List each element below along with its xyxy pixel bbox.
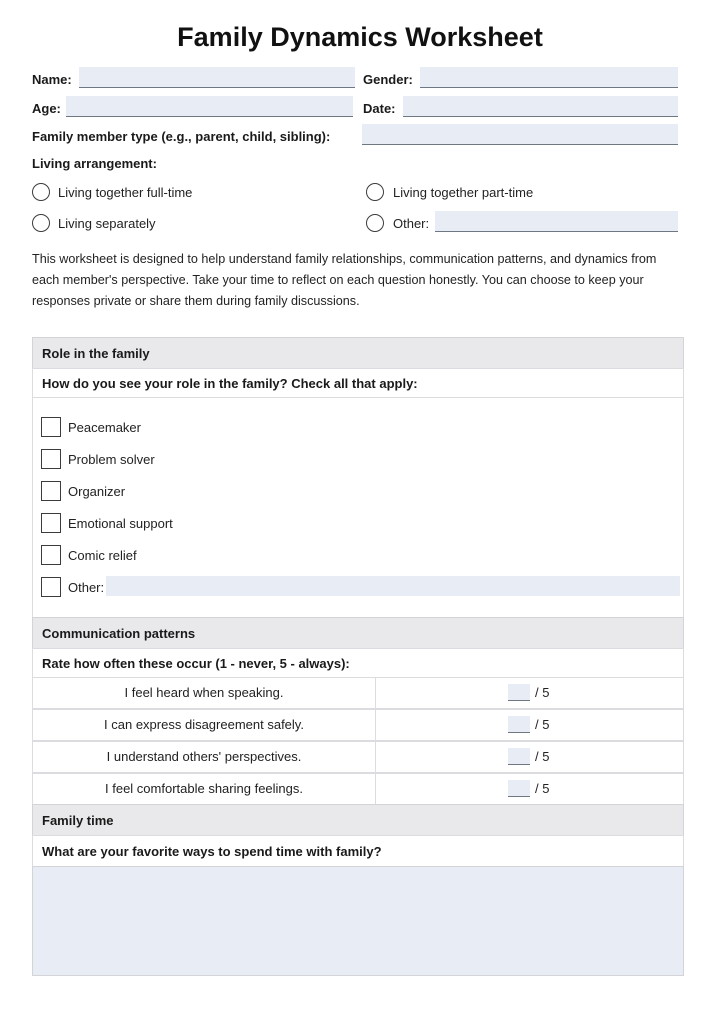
rating-input[interactable]	[508, 748, 530, 765]
gender-field[interactable]	[420, 67, 678, 88]
living-other-field[interactable]	[435, 211, 678, 232]
radio-separately[interactable]	[32, 214, 50, 232]
checkbox-organizer[interactable]	[41, 481, 61, 501]
rating-statement: I can express disagreement safely.	[33, 710, 376, 740]
checkbox-emotional-support[interactable]	[41, 513, 61, 533]
role-section-heading: Role in the family	[32, 337, 684, 369]
rating-scale: / 5	[535, 685, 550, 700]
checkbox-problem-solver-label: Problem solver	[68, 452, 155, 467]
radio-other-label: Other:	[393, 216, 430, 231]
rating-scale: / 5	[535, 749, 550, 764]
rating-input[interactable]	[508, 780, 530, 797]
radio-part-time-label: Living together part-time	[393, 185, 534, 200]
date-field[interactable]	[403, 96, 678, 117]
gender-label: Gender:	[363, 72, 413, 87]
family-time-answer-area[interactable]	[32, 866, 684, 976]
role-other-field[interactable]	[106, 576, 680, 596]
rating-statement: I feel heard when speaking.	[33, 678, 376, 708]
rating-scale: / 5	[535, 717, 550, 732]
checkbox-other[interactable]	[41, 577, 61, 597]
family-time-section-heading: Family time	[32, 804, 684, 836]
intro-paragraph: This worksheet is designed to help understand family relationships, communication patterns, and dynamics from each member's perspective. Take your time to reflect on each question honestly. You can choose to keep your responses private or share them during family discussions.	[32, 252, 657, 308]
rating-scale: / 5	[535, 781, 550, 796]
family-time-question: What are your favorite ways to spend time with family?	[32, 835, 684, 867]
age-label: Age:	[32, 101, 61, 116]
name-field[interactable]	[79, 67, 355, 88]
checkbox-problem-solver[interactable]	[41, 449, 61, 469]
communication-question: Rate how often these occur (1 - never, 5 - always):	[32, 648, 684, 678]
radio-full-time-label: Living together full-time	[58, 185, 193, 200]
radio-other[interactable]	[366, 214, 384, 232]
radio-separately-label: Living separately	[58, 216, 156, 231]
checkbox-other-label: Other:	[68, 580, 105, 595]
rating-row	[32, 709, 684, 741]
date-label: Date:	[363, 101, 396, 116]
checkbox-peacemaker-label: Peacemaker	[68, 420, 141, 435]
age-field[interactable]	[66, 96, 353, 117]
rating-statement: I understand others' perspectives.	[33, 742, 376, 772]
member-type-field[interactable]	[362, 124, 678, 145]
rating-input[interactable]	[508, 684, 530, 701]
living-arrangement-label: Living arrangement:	[32, 156, 157, 171]
role-question: How do you see your role in the family? Check all that apply:	[32, 368, 684, 398]
checkbox-comic-relief[interactable]	[41, 545, 61, 565]
name-label: Name:	[32, 72, 72, 87]
radio-part-time[interactable]	[366, 183, 384, 201]
rating-statement: I feel comfortable sharing feelings.	[33, 774, 376, 804]
page-title: Family Dynamics Worksheet	[177, 22, 543, 52]
checkbox-peacemaker[interactable]	[41, 417, 61, 437]
communication-section-heading: Communication patterns	[32, 617, 684, 649]
rating-input[interactable]	[508, 716, 530, 733]
checkbox-comic-relief-label: Comic relief	[68, 548, 137, 563]
radio-full-time[interactable]	[32, 183, 50, 201]
rating-row	[32, 677, 684, 709]
rating-row	[32, 741, 684, 773]
checkbox-organizer-label: Organizer	[68, 484, 126, 499]
checkbox-emotional-support-label: Emotional support	[68, 516, 173, 531]
rating-row	[32, 773, 684, 805]
member-type-label: Family member type (e.g., parent, child, sibling):	[32, 129, 331, 144]
